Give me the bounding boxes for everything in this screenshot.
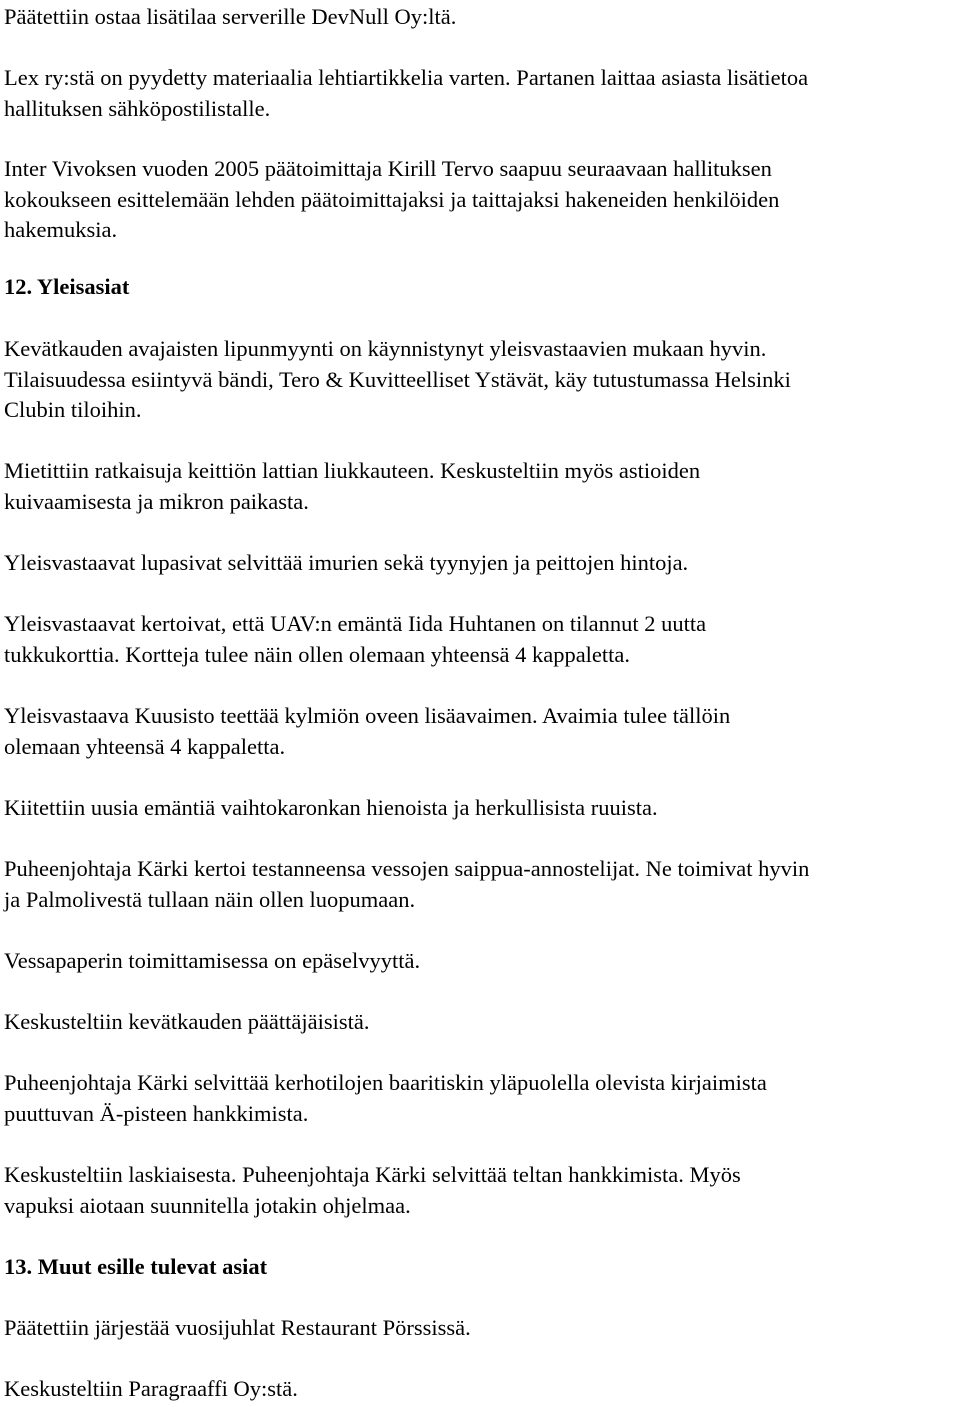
paragraph-inter-vivos <box>4 154 956 246</box>
text-line: Tilaisuudessa esiintyvä bändi, Tero & Kuvitteelliset Ystävät, käy tutustumassa Helsinki <box>4 366 791 392</box>
text-line: olemaan yhteensä 4 kappaletta. <box>4 733 286 759</box>
paragraph-new-hostesses <box>4 793 956 824</box>
text-line: Inter Vivoksen vuoden 2005 päätoimittaja Kirill Tervo saapuu seuraavaan hallituksen <box>4 156 772 181</box>
section-heading-12 <box>4 272 956 303</box>
paragraph-kitchen-floor <box>4 456 956 517</box>
text-line: Päätettiin ostaa lisätilaa serverille DevNull Oy:ltä. <box>4 4 457 29</box>
text-line: Yleisvastaavat lupasivat selvittää imurien sekä tyynyjen ja peittojen hintoja. <box>4 550 689 575</box>
paragraph-server-purchase <box>4 2 956 33</box>
paragraph-paragraaffi <box>4 1374 956 1405</box>
text-line: Lex ry:stä on pyydetty materiaalia lehtiartikkelia varten. Partanen laittaa asiasta lisätietoa <box>4 65 809 90</box>
paragraph-anniversary <box>4 1313 956 1344</box>
paragraph-soap-dispensers <box>4 854 956 915</box>
text-line: hakemuksia. <box>4 217 118 242</box>
paragraph-toilet-paper <box>4 946 956 977</box>
text-line: kokoukseen esittelemään lehden päätoimittajaksi ja taittajaksi hakeneiden henkilöiden <box>4 186 780 212</box>
text-line: Kevätkauden avajaisten lipunmyynti on käynnistynyt yleisvastaavien mukaan hyvin. <box>4 336 767 361</box>
text-line: Puheenjohtaja Kärki selvittää kerhotilojen baaritiskin yläpuolella olevista kirjaimista <box>4 1070 767 1095</box>
text-line: Keskusteltiin Paragraaffi Oy:stä. <box>4 1376 298 1401</box>
text-line: vapuksi aiotaan suunnitella jotakin ohjelmaa. <box>4 1192 411 1218</box>
paragraph-lex-material <box>4 63 956 124</box>
text-line: Vessapaperin toimittamisessa on epäselvyyttä. <box>4 948 421 973</box>
paragraph-shrovetide <box>4 1160 956 1221</box>
text-line: Keskusteltiin kevätkauden päättäjäisistä. <box>4 1009 370 1034</box>
paragraph-bar-letters <box>4 1068 956 1129</box>
text-line: Yleisvastaava Kuusisto teettää kylmiön oveen lisäavaimen. Avaimia tulee tällöin <box>4 703 731 728</box>
text-line: kuivaamisesta ja mikron paikasta. <box>4 488 309 514</box>
text-line: puuttuvan Ä-pisteen hankkimista. <box>4 1100 309 1126</box>
text-line: Puheenjohtaja Kärki kertoi testanneensa vessojen saippua-annostelijat. Ne toimivat hyvin <box>4 856 810 881</box>
text-line: tukkukorttia. Kortteja tulee näin ollen olemaan yhteensä 4 kappaletta. <box>4 641 631 667</box>
section-heading-13 <box>4 1252 956 1283</box>
paragraph-vacuum-prices <box>4 548 956 579</box>
text-line: hallituksen sähköpostilistalle. <box>4 95 271 121</box>
text-line: Mietittiin ratkaisuja keittiön lattian liukkauteen. Keskusteltiin myös astioiden <box>4 458 701 483</box>
paragraph-spring-opening <box>4 334 956 426</box>
text-line: Kiitettiin uusia emäntiä vaihtokaronkan hienoista ja herkullisista ruuista. <box>4 795 658 820</box>
paragraph-spring-closing <box>4 1007 956 1038</box>
text-line: Keskusteltiin laskiaisesta. Puheenjohtaja Kärki selvittää teltan hankkimista. Myös <box>4 1162 741 1187</box>
heading-text: 13. Muut esille tulevat asiat <box>4 1254 268 1279</box>
text-line: ja Palmolivestä tullaan näin ollen luopumaan. <box>4 886 416 912</box>
paragraph-cold-room-key <box>4 701 956 762</box>
text-line: Päätettiin järjestää vuosijuhlat Restaurant Pörssissä. <box>4 1315 471 1340</box>
heading-text: 12. Yleisasiat <box>4 274 130 299</box>
text-line: Yleisvastaavat kertoivat, että UAV:n emäntä Iida Huhtanen on tilannut 2 uutta <box>4 611 707 636</box>
text-line: Clubin tiloihin. <box>4 397 142 422</box>
paragraph-wholesale-cards <box>4 609 956 670</box>
